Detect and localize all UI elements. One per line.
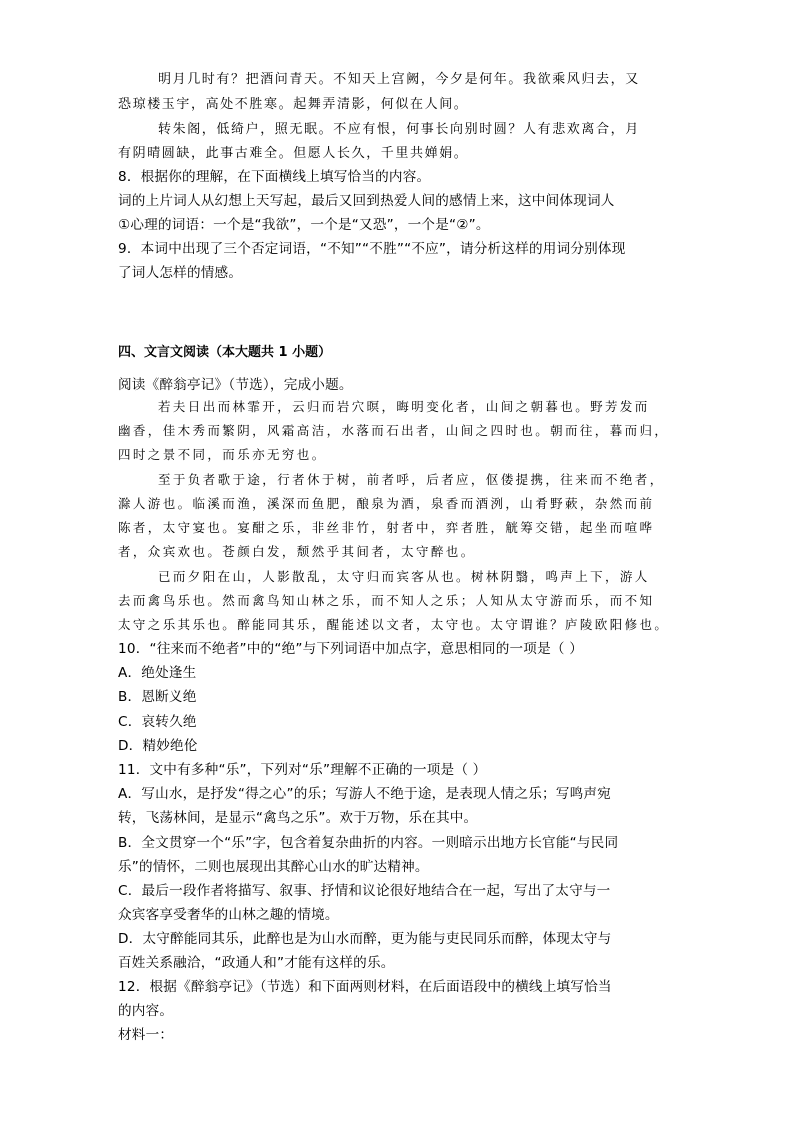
- section-heading: 四、文言文阅读（本大题共 1 小题）: [118, 345, 332, 360]
- poem-line: 恐琼楼玉宇，高处不胜寒。起舞弄清影，何似在人间。: [118, 97, 469, 112]
- question-11-line: C．最后一段作者将描写、叙事、抒情和议论很好地结合在一起，写出了太守与一: [118, 883, 611, 899]
- question-11-line: 众宾客享受奢华的山林之趣的情境。: [118, 907, 339, 923]
- question-11-line: 乐”的情怀，二则也展现出其醉心山水的旷达精神。: [118, 859, 429, 875]
- passage-line: 太守之乐其乐也。醉能同其乐，醒能述以文者，太守也。太守谓谁？庐陵欧阳修也。: [118, 617, 670, 632]
- question-9-text: 了词人怎样的情感。: [118, 265, 243, 281]
- question-11-line: D．太守醉能同其乐，此醉也是为山水而醉，更为能与吏民同乐而醉，体现太守与: [118, 931, 612, 947]
- passage-line: 去而禽鸟乐也。然而禽鸟知山林之乐，而不知人之乐；人知从太守游而乐，而不知: [118, 593, 655, 608]
- option-c: C．哀转久绝: [118, 714, 197, 730]
- passage-line: 幽香，佳木秀而繁阴，风霜高洁，水落而石出者，山间之四时也。朝而往，暮而归，: [118, 423, 670, 438]
- question-11-title: 11．文中有多种“乐”，下列对“乐”理解不正确的一项是（ ）: [118, 762, 487, 778]
- option-a: A．绝处逢生: [118, 665, 197, 681]
- passage-line: 陈者，太守宴也。宴酣之乐，非丝非竹，射者中，弈者胜，觥筹交错，起坐而喧哗: [118, 520, 655, 535]
- passage-line: 四时之景不同，而乐亦无穷也。: [118, 447, 327, 462]
- poem-line: 明月几时有？把酒问青天。不知天上宫阙，今夕是何年。我欲乘风归去，又: [158, 72, 640, 87]
- question-10-title: 10．“往来而不绝者”中的“绝”与下列词语中加点字，意思相同的一项是（ ）: [118, 641, 583, 657]
- question-8-title: 8．根据你的理解，在下面横线上填写恰当的内容。: [118, 169, 431, 185]
- question-11-line: A．写山水，是抒发“得之心”的乐；写游人不绝于途，是表现人情之乐；写鸣声宛: [118, 786, 611, 802]
- option-d: D．精妙绝伦: [118, 738, 198, 754]
- passage-line: 者，众宾欢也。苍颜白发，颓然乎其间者，太守醉也。: [118, 544, 476, 559]
- question-11-line: 转，飞荡林间，是显示“禽鸟之乐”。欢于万物，乐在其中。: [118, 810, 478, 826]
- passage-line: 至于负者歌于途，行者休于树，前者呼，后者应，伛偻提携，往来而不绝者，: [158, 472, 665, 487]
- question-12-text: 的内容。: [118, 1003, 174, 1019]
- question-12-text: 12．根据《醉翁亭记》（节选）和下面两则材料，在后面语段中的横线上填写恰当: [118, 979, 612, 995]
- question-9-text: 9．本词中出现了三个否定词语，“不知”“不胜”“不应”，请分析这样的用词分别体现: [118, 241, 626, 257]
- question-11-line: 百姓关系融洽，“政通人和”才能有这样的乐。: [118, 955, 395, 971]
- poem-line: 转朱阁，低绮户，照无眠。不应有恨，何事长向别时圆？人有悲欢离合，月: [158, 122, 640, 137]
- question-8-text: 词的上片词人从幻想上天写起，最后又回到热爱人间的感情上来，这中间体现词人: [118, 193, 615, 209]
- question-8-text: ①心理的词语：一个是“我欲”，一个是“又恐”，一个是“②”。: [118, 217, 490, 233]
- option-b: B．恩断义绝: [118, 689, 197, 705]
- section-intro: 阅读《醉翁亭记》（节选），完成小题。: [118, 377, 353, 393]
- passage-line: 已而夕阳在山，人影散乱，太守归而宾客从也。树林阴翳，鸣声上下，游人: [158, 569, 650, 584]
- passage-line: 若夫日出而林霏开，云归而岩穴暝，晦明变化者，山间之朝暮也。野芳发而: [158, 399, 650, 414]
- poem-line: 有阴晴圆缺，此事古难全。但愿人长久，千里共婵娟。: [118, 146, 469, 161]
- passage-line: 滁人游也。临溪而渔，溪深而鱼肥，酿泉为酒，泉香而酒洌，山肴野蔌，杂然而前: [118, 496, 655, 511]
- material-label: 材料一：: [118, 1027, 174, 1043]
- question-11-line: B．全文贯穿一个“乐”字，包含着复杂曲折的内容。一则暗示出地方长官能“与民同: [118, 835, 619, 851]
